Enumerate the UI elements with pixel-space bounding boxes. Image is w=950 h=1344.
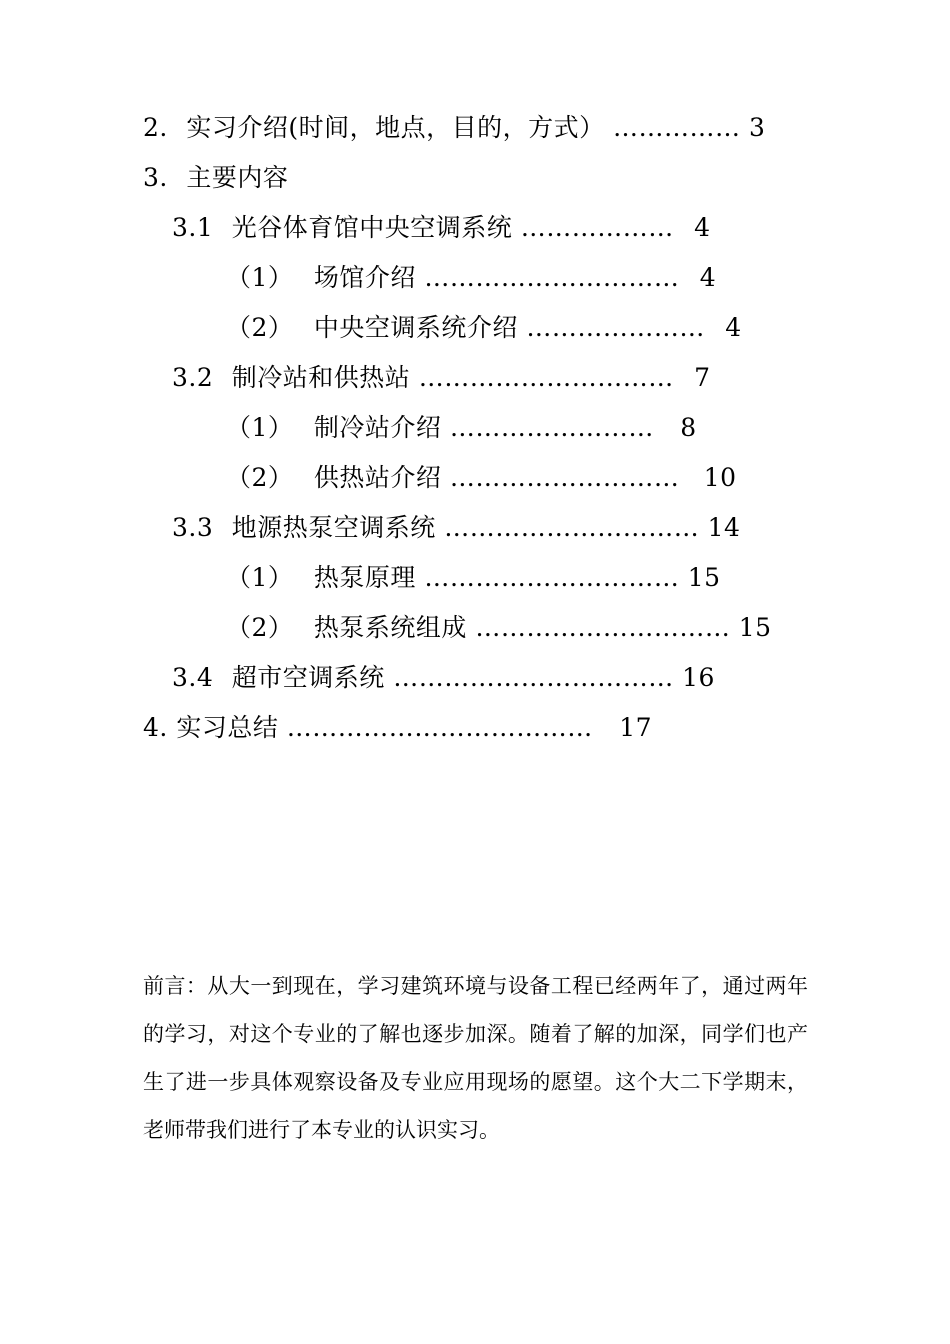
toc-number: 4. bbox=[143, 713, 168, 742]
toc-entry-3-1-2[interactable] bbox=[226, 308, 742, 348]
preface-paragraph: 前言：从大一到现在，学习建筑环境与设备工程已经两年了，通过两年的学习，对这个专业的了解也逐步加深。随着了解的加深，同学们也产生了进一步具体观察设备及专业应用现场的愿望。这个大二下学期末，老师带我们进行了本专业的认识实习。 bbox=[143, 974, 808, 1142]
toc-page-number: 16 bbox=[682, 663, 715, 692]
toc-title: 制冷站介绍 bbox=[313, 413, 442, 442]
toc-leader-dots: ……………………… bbox=[449, 463, 680, 492]
toc-leader-dots: ………………………… bbox=[444, 513, 700, 542]
toc-entry-3-4[interactable] bbox=[172, 658, 715, 698]
toc-number: 2. bbox=[143, 113, 168, 142]
toc-title: 场馆介绍 bbox=[313, 263, 416, 292]
toc-number: （2） bbox=[226, 613, 294, 642]
toc-leader-dots: …………………… bbox=[449, 413, 654, 442]
toc-number: 3.3 bbox=[172, 513, 214, 542]
toc-number: （1） bbox=[226, 413, 294, 442]
toc-number: 3.4 bbox=[172, 663, 214, 692]
toc-leader-dots: ………………… bbox=[526, 313, 705, 342]
toc-page-number: 15 bbox=[738, 613, 772, 642]
toc-page-number: 17 bbox=[619, 713, 653, 742]
toc-entry-3-2[interactable] bbox=[172, 358, 711, 398]
toc-page-number: 4 bbox=[699, 263, 717, 292]
toc-entry-3-2-2[interactable] bbox=[226, 458, 737, 498]
toc-entry-3-3-1[interactable] bbox=[226, 558, 721, 598]
toc-number: 3. bbox=[143, 163, 168, 192]
toc-page-number: 8 bbox=[680, 413, 697, 442]
toc-title: 超市空调系统 bbox=[231, 663, 385, 692]
toc-number: （2） bbox=[226, 313, 294, 342]
toc-page-number: 10 bbox=[703, 463, 737, 492]
toc-page-number: 3 bbox=[748, 113, 766, 142]
toc-leader-dots: ………………………… bbox=[424, 263, 680, 292]
toc-entry-2[interactable] bbox=[143, 108, 765, 148]
toc-entry-3-1-1[interactable] bbox=[226, 258, 716, 298]
toc-number: 3.1 bbox=[172, 213, 214, 242]
toc-entry-4[interactable] bbox=[143, 708, 652, 748]
toc-title: 光谷体育馆中央空调系统 bbox=[231, 213, 513, 242]
toc-title: 地源热泵空调系统 bbox=[231, 513, 436, 542]
toc-entry-3-1[interactable] bbox=[172, 208, 711, 248]
toc-page-number: 4 bbox=[694, 213, 711, 242]
toc-page-number: 7 bbox=[694, 363, 711, 392]
toc-entry-3-3[interactable] bbox=[172, 508, 740, 548]
toc-title: 热泵系统组成 bbox=[313, 613, 467, 642]
toc-page-number: 15 bbox=[687, 563, 721, 592]
toc-title: 中央空调系统介绍 bbox=[313, 313, 518, 342]
toc-leader-dots: ……………………………… bbox=[286, 713, 593, 742]
toc-title: 实习总结 bbox=[176, 713, 279, 742]
toc-title: 实习介绍(时间，地点，目的，方式） bbox=[186, 113, 605, 142]
toc-entry-3-2-1[interactable] bbox=[226, 408, 697, 448]
toc-title: 主要内容 bbox=[186, 163, 289, 192]
toc-entry-3[interactable] bbox=[143, 158, 305, 198]
toc-number: （1） bbox=[226, 263, 294, 292]
toc-page-number: 14 bbox=[707, 513, 741, 542]
toc-leader-dots: …………………………… bbox=[393, 663, 674, 692]
toc-leader-dots: ………………………… bbox=[418, 363, 674, 392]
toc-number: 3.2 bbox=[172, 363, 214, 392]
toc-leader-dots: ……………… bbox=[520, 213, 674, 242]
toc-number: （2） bbox=[226, 463, 294, 492]
toc-leader-dots: ………………………… bbox=[475, 613, 731, 642]
toc-page-number: 4 bbox=[725, 313, 742, 342]
toc-title: 制冷站和供热站 bbox=[231, 363, 411, 392]
toc-title: 热泵原理 bbox=[313, 563, 416, 592]
toc-leader-dots: ………………………… bbox=[424, 563, 680, 592]
toc-number: （1） bbox=[226, 563, 294, 592]
toc-entry-3-3-2[interactable] bbox=[226, 608, 772, 648]
toc-leader-dots: …………… bbox=[613, 113, 741, 142]
toc-title: 供热站介绍 bbox=[313, 463, 442, 492]
